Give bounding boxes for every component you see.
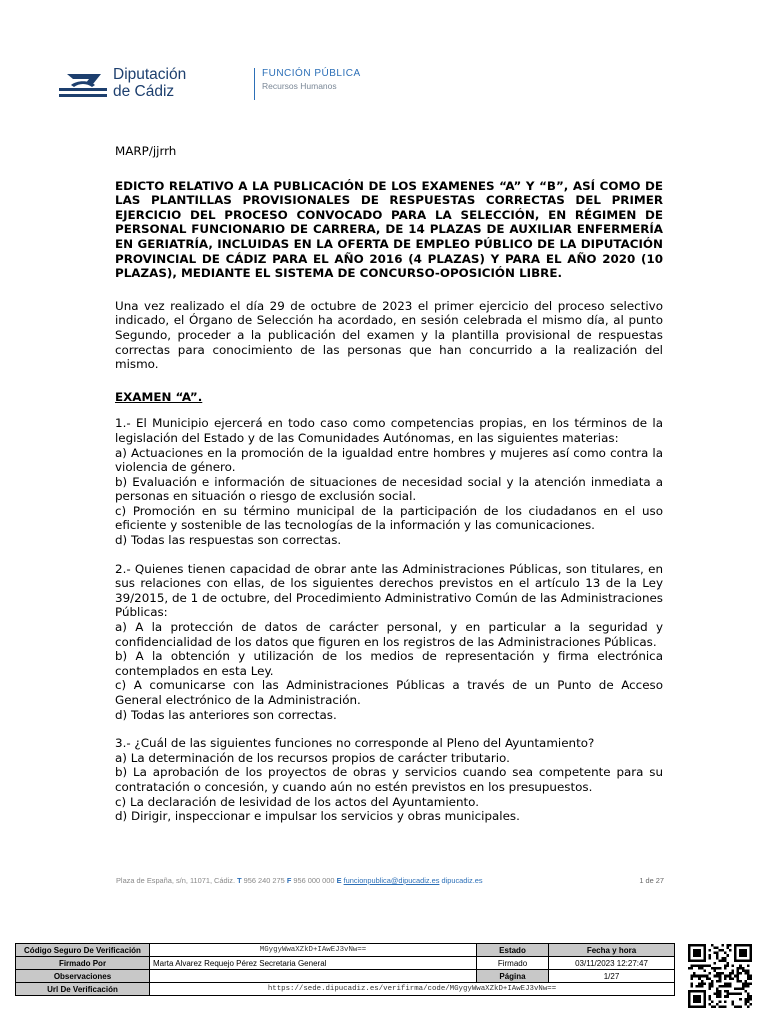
diputacion-logo-icon	[57, 70, 109, 102]
question-stem: 3.- ¿Cuál de las siguientes funciones no corresponde al Pleno del Ayuntamiento?	[115, 736, 595, 751]
logo-divider	[254, 68, 255, 100]
department-line1: FUNCIÓN PÚBLICA	[262, 68, 361, 79]
answer-option: b) La aprobación de los proyectos de obras y servicios cuando sea competente para su contratación o concesión, y cuando aún no estén previstos en los presupuestos.	[115, 765, 663, 794]
question-stem: 2.- Quienes tienen capacidad de obrar ante las Administraciones Públicas, son titulares, en sus relaciones con ellas, de los siguientes derechos previstos en el artículo 13 de la Ley 39/2015, de 1 de octubre, del Procedimiento Administrativo Común de las Administraciones Públicas:	[115, 561, 663, 620]
footer-email-link[interactable]: funcionpublica@dipucadiz.es	[343, 876, 440, 885]
department-line2: Recursos Humanos	[262, 81, 337, 91]
answer-option: d) Dirigir, inspeccionar e impulsar los servicios y obras municipales.	[115, 809, 520, 824]
footer-website-link[interactable]: dipucadiz.es	[441, 876, 483, 885]
pagina-value: 1/27	[549, 970, 675, 983]
firmado-value: Marta Alvarez Requejo Pérez Secretaria General	[150, 957, 477, 970]
estado-label: Estado	[477, 944, 549, 957]
answer-option: b) Evaluación e información de situaciones de necesidad social y la atención inmediata a personas en situación o riesgo de exclusión social.	[115, 474, 663, 504]
verification-table	[15, 943, 675, 996]
document-reference: MARP/jjrrh	[115, 144, 177, 158]
org-name-line1: Diputación	[113, 66, 187, 83]
exam-heading: EXAMEN “A”.	[115, 389, 203, 404]
fecha-label: Fecha y hora	[549, 944, 675, 957]
intro-paragraph: Una vez realizado el día 29 de octubre de 2023 el primer ejercicio del proceso selectivo indicado, el Órgano de Selección ha acordado, en sesión celebrada el mismo día, al punto Segundo, proceder a la publicación del examen y la plantilla provisional de respuestas correctas para conocimiento de las personas que han concurrido a la realización del mismo.	[115, 298, 663, 372]
answer-option: d) Todas las respuestas son correctas.	[115, 533, 342, 548]
table-row	[16, 983, 675, 996]
answer-option: c) A comunicarse con las Administraciones Públicas a través de un Punto de Acceso General electrónico de la Administración.	[115, 678, 663, 707]
observaciones-label: Observaciones	[16, 970, 150, 983]
footer-fax: 956 000 000	[293, 876, 335, 885]
observaciones-value	[150, 970, 477, 983]
question-stem: 1.- El Municipio ejercerá en todo caso como competencias propias, en los términos de la legislación del Estado y de las Comunidades Autónomas, en las siguientes materias:	[115, 416, 663, 445]
csv-value: MGygyWwaXZkD+IAwEJ3vNw==	[150, 944, 477, 957]
answer-option: a) A la protección de datos de carácter personal, y en particular a la seguridad y confidencialidad de los datos que figuren en los registros de las Administraciones Públicas.	[115, 620, 663, 649]
footer-address: Plaza de España, s/n, 11071, Cádiz.	[116, 876, 236, 885]
verification-url-link[interactable]: https://sede.dipucadiz.es/verifirma/code/MGygyWwaXZkD+IAwEJ3vNw==	[150, 983, 675, 996]
url-label: Url De Verificación	[16, 983, 150, 996]
pagina-label: Página	[477, 970, 549, 983]
table-row	[16, 970, 675, 983]
document-title: EDICTO RELATIVO A LA PUBLICACIÓN DE LOS EXAMENES “A” Y “B”, ASÍ COMO DE LAS PLANTILLAS PROVISIONALES DE RESPUESTAS CORRECTAS DEL PRIMER EJERCICIO DEL PROCESO CONVOCADO PARA LA SELECCIÓN, EN RÉGIMEN DE PERSONAL FUNCIONARIO DE CARRERA, DE 14 PLAZAS DE AUXILIAR ENFERMERÍA EN GERIATRÍA, INCLUIDAS EN LA OFERTA DE EMPLEO PÚBLICO DE LA DIPUTACIÓN PROVINCIAL DE CÁDIZ PARA EL AÑO 2016 (4 PLAZAS) Y PARA EL AÑO 2020 (10 PLAZAS), MEDIANTE EL SISTEMA DE CONCURSO-OPOSICIÓN LIBRE.	[115, 178, 663, 281]
answer-option: b) A la obtención y utilización de los medios de representación y firma electrónica contemplados en esta Ley.	[115, 649, 663, 678]
firmado-label: Firmado Por	[16, 957, 150, 970]
email-label: E	[336, 876, 342, 885]
footer-contact	[116, 876, 664, 885]
answer-option: c) La declaración de lesividad de los actos del Ayuntamiento.	[115, 794, 480, 809]
question-3	[115, 736, 663, 824]
phone-label: T	[237, 876, 242, 885]
answer-option: d) Todas las anteriores son correctas.	[115, 707, 337, 722]
org-name	[113, 66, 253, 100]
fax-label: F	[286, 876, 292, 885]
answer-option: c) Promoción en su término municipal de la participación de los ciudadanos en el uso eficiente y sostenible de las tecnologías de la información y las comunicaciones.	[115, 503, 663, 533]
page-number: 1 de 27	[639, 876, 664, 885]
department-name	[262, 68, 382, 92]
csv-label: Código Seguro De Verificación	[16, 944, 150, 957]
answer-option: a) Actuaciones en la promoción de la igualdad entre hombres y mujeres así como contra la violencia de género.	[115, 445, 663, 475]
org-name-line2: de Cádiz	[113, 83, 175, 100]
fecha-value: 03/11/2023 12:27:47	[549, 957, 675, 970]
qr-code-icon	[688, 944, 752, 1008]
table-row	[16, 957, 675, 970]
estado-value: Firmado	[477, 957, 549, 970]
question-2	[115, 562, 663, 723]
document-body	[115, 144, 663, 838]
answer-option: a) La determinación de los recursos propios de carácter tributario.	[115, 750, 510, 765]
footer-phone: 956 240 275	[243, 876, 285, 885]
table-row	[16, 944, 675, 957]
question-1	[115, 416, 663, 547]
